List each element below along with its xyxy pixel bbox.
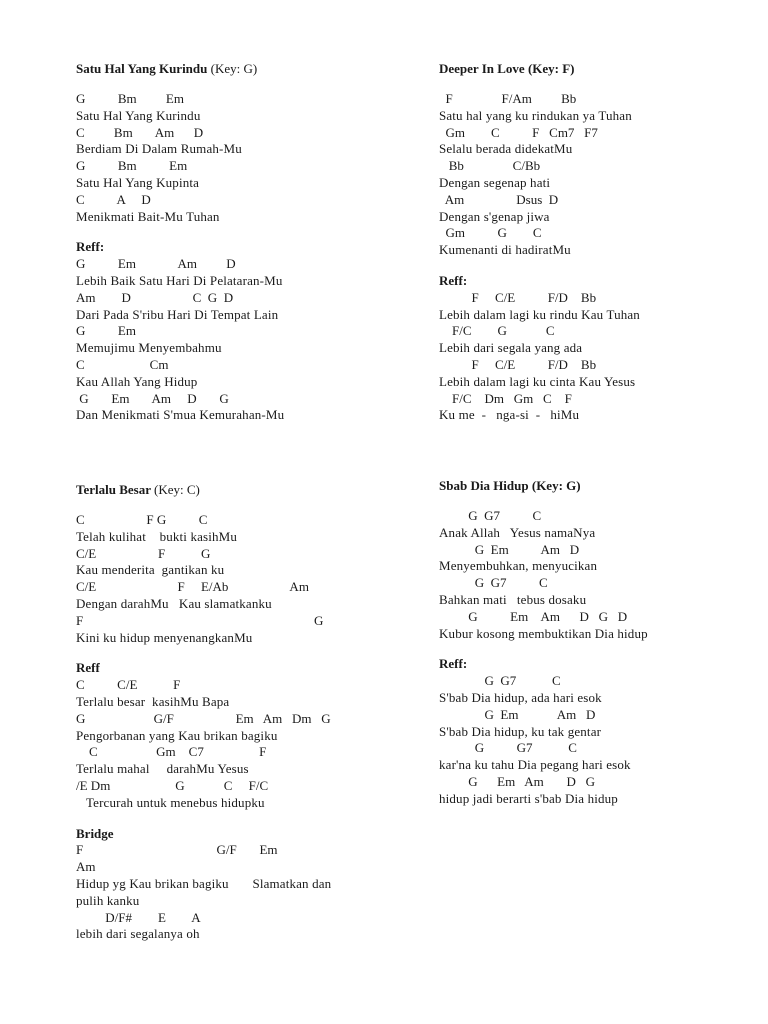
song-title (439, 478, 759, 494)
chord-line: F/C G C (439, 323, 555, 339)
lyric-line: Anak Allah Yesus namaNya (439, 524, 596, 540)
song-title-text: Satu Hal Yang Kurindu (76, 61, 208, 76)
lyric-line: Lebih Baik Satu Hari Di Pelataran-Mu (76, 272, 283, 288)
chord-line: G Em Am D G (439, 773, 595, 789)
chord-line: F F/Am Bb (439, 91, 577, 106)
lyric-line: S'bab Dia hidup, ku tak gentar (439, 723, 602, 739)
chord-line: Am D C G D (76, 289, 234, 305)
song-deeper-in-love (439, 61, 759, 424)
song-title (439, 61, 759, 77)
chord-line: G Em Am D (439, 706, 596, 722)
chord-line: G Bm Em (76, 91, 184, 106)
song-key: (Key: F) (527, 61, 575, 76)
lyric-line: Memujimu Menyembahmu (76, 340, 222, 356)
song-title-text: Sbab Dia Hidup (439, 478, 529, 493)
lyric-line: Kumenanti di hadiratMu (439, 242, 571, 258)
lyric-line: Menyembuhkan, menyucikan (439, 558, 598, 574)
chord-line: F C/E F/D Bb (439, 289, 597, 305)
chord-line: G G7 C (439, 740, 577, 756)
section-label-reff: Reff: (439, 656, 468, 672)
lyric-line: Bahkan mati tebus dosaku (439, 591, 587, 607)
chord-line: /E Dm G C F/C (76, 777, 269, 793)
chord-line: Gm G C (439, 225, 542, 241)
lyric-line: kar'na ku tahu Dia pegang hari esok (439, 757, 631, 773)
lyric-line: Terlalu besar kasihMu Bapa (76, 693, 230, 709)
lyric-line: Satu hal yang ku rindukan ya Tuhan (439, 107, 632, 123)
song-sbab-dia-hidup (439, 478, 759, 808)
song-key: (Key: G) (210, 61, 258, 76)
chord-line: C Gm C7 F (76, 744, 267, 760)
lyric-line: lebih dari segalanya oh (76, 926, 200, 942)
song-title-text: Deeper In Love (439, 61, 525, 76)
lyric-line: Kau menderita gantikan ku (76, 562, 225, 578)
lyric-line: pulih kanku (76, 892, 140, 908)
chord-line: F G/F Em (76, 842, 278, 858)
lyric-line: Berdiam Di Dalam Rumah-Mu (76, 141, 242, 157)
chord-line: F G (76, 612, 324, 628)
section-label-reff: Reff: (76, 239, 105, 255)
chord-line: D/F# E A (76, 909, 201, 925)
lyric-line: Kubur kosong membuktikan Dia hidup (439, 625, 648, 641)
lyric-line: Lebih dari segala yang ada (439, 340, 583, 356)
lyric-line: Kini ku hidup menyenangkanMu (76, 629, 253, 645)
chord-line: C C/E F (76, 677, 181, 693)
lyric-line: Ku me - nga-si - hiMu (439, 407, 580, 423)
chord-line: G G7 C (439, 575, 548, 591)
chord-line: G Em Am D (76, 256, 236, 272)
chord-line: F C/E F/D Bb (439, 356, 597, 372)
chord-line: G G/F Em Am Dm G (76, 710, 331, 726)
lyric-line: Pengorbanan yang Kau brikan bagiku (76, 727, 278, 743)
chord-line: Gm C F Cm7 F7 (439, 124, 598, 140)
section-label-reff: Reff: (439, 272, 468, 288)
chord-line: F/C Dm Gm C F (439, 390, 572, 406)
lyric-line: Telah kulihat bukti kasihMu (76, 528, 238, 544)
section-label-reff: Reff (76, 660, 100, 676)
chord-line: Am (76, 859, 96, 875)
chord-line: G Bm Em (76, 158, 188, 174)
lyric-line: Selalu berada didekatMu (439, 141, 573, 157)
lyric-line: Dari Pada S'ribu Hari Di Tempat Lain (76, 306, 279, 322)
song-key: (Key: G) (531, 478, 581, 493)
chord-line: G Em Am D (439, 541, 580, 557)
chord-line: C/E F E/Ab Am (76, 579, 309, 595)
lyric-line: Kau Allah Yang Hidup (76, 373, 198, 389)
chord-line: C Bm Am D (76, 124, 204, 140)
lyric-line: Tercurah untuk menebus hidupku (76, 794, 265, 810)
chord-line: G Em (76, 323, 136, 339)
chord-line: C Cm (76, 356, 169, 372)
lyric-line: Satu Hal Yang Kupinta (76, 174, 200, 190)
song-title (76, 61, 416, 77)
chord-line: Am Dsus D (439, 191, 559, 207)
chord-line: C F G C (76, 512, 208, 527)
chord-line: G G7 C (439, 508, 542, 523)
lyric-line: Lebih dalam lagi ku cinta Kau Yesus (439, 373, 636, 389)
chord-line: G G7 C (439, 673, 561, 689)
chord-line: C A D (76, 191, 151, 207)
lyric-line: Dengan darahMu Kau slamatkanku (76, 595, 272, 611)
lyric-line: Dan Menikmati S'mua Kemurahan-Mu (76, 407, 285, 423)
lyric-line: Satu Hal Yang Kurindu (76, 107, 201, 123)
chord-line: G Em Am D G (76, 390, 229, 406)
lyric-line: Dengan segenap hati (439, 174, 551, 190)
chord-line: Bb C/Bb (439, 158, 541, 174)
song-terlalu-besar (76, 482, 416, 943)
song-key: (Key: C) (154, 482, 200, 497)
song-title (76, 482, 416, 498)
lyric-line: Lebih dalam lagi ku rindu Kau Tuhan (439, 306, 640, 322)
lyric-line: S'bab Dia hidup, ada hari esok (439, 689, 602, 705)
chord-line: G Em Am D G D (439, 608, 628, 624)
song-satu-hal-yang-kurindu (76, 61, 416, 424)
lyric-line: Menikmati Bait-Mu Tuhan (76, 208, 220, 224)
lyric-line: Hidup yg Kau brikan bagiku Slamatkan dan (76, 875, 332, 891)
lyric-line: hidup jadi berarti s'bab Dia hidup (439, 790, 618, 806)
section-label-bridge: Bridge (76, 825, 114, 841)
lyric-line: Terlalu mahal darahMu Yesus (76, 761, 249, 777)
chord-line: C/E F G (76, 545, 211, 561)
song-title-text: Terlalu Besar (76, 482, 151, 497)
lyric-line: Dengan s'genap jiwa (439, 208, 550, 224)
